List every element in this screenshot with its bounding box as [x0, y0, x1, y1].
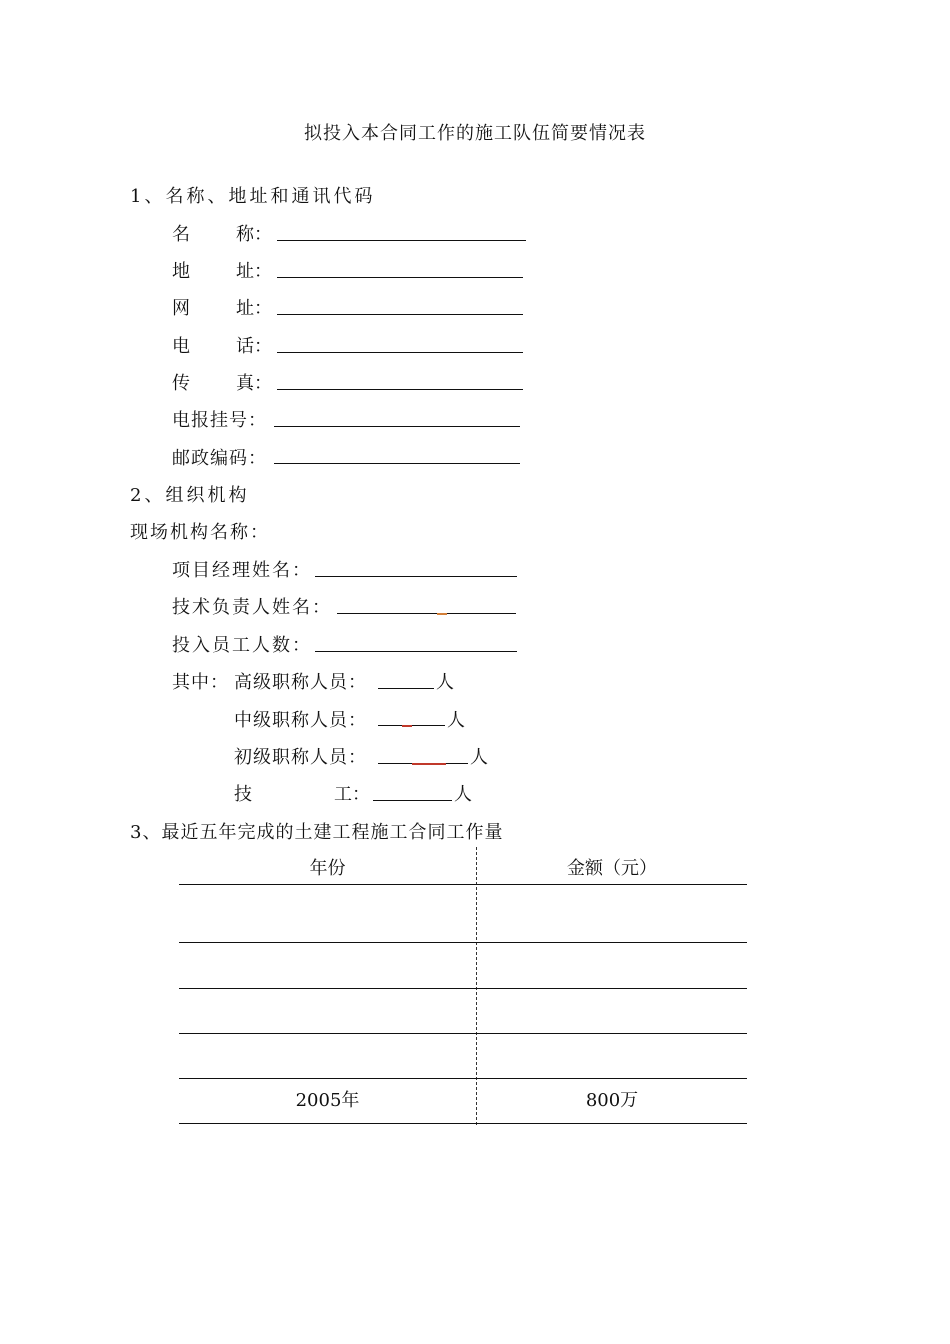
- junior-line-mark: [412, 763, 446, 765]
- pm-line[interactable]: [315, 576, 517, 577]
- staff-line[interactable]: [315, 651, 517, 652]
- table-column-divider: [476, 847, 477, 1125]
- field-fax-line[interactable]: [277, 389, 523, 390]
- site-name-label: 现场机构名称：: [130, 522, 270, 543]
- middle-label: 中级职称人员：: [234, 710, 367, 731]
- worker-label-b: 工：: [334, 784, 370, 805]
- tech-label: 技术负责人姓名：: [172, 597, 332, 618]
- middle-line-mark: [402, 725, 412, 727]
- of-which-label: 其中：: [172, 672, 229, 693]
- pm-label: 项目经理姓名：: [172, 560, 312, 581]
- column-header-amount: 金额（元）: [567, 858, 657, 879]
- worker-line[interactable]: [373, 800, 452, 801]
- table-row-rule: [179, 1033, 747, 1034]
- field-name-line[interactable]: [277, 240, 526, 241]
- field-fax-label-b: 真：: [236, 373, 272, 394]
- field-postcode-label: 邮政编码：: [172, 448, 267, 469]
- staff-label: 投入员工人数：: [172, 635, 312, 656]
- column-header-year: 年份: [309, 858, 346, 879]
- middle-unit: 人: [447, 710, 465, 731]
- tech-line[interactable]: [337, 613, 516, 614]
- table-row-rule: [179, 942, 747, 943]
- field-phone-label-a: 电: [172, 336, 190, 357]
- field-address-label-b: 址：: [236, 261, 272, 282]
- senior-unit: 人: [436, 672, 454, 693]
- field-address-line[interactable]: [277, 277, 523, 278]
- page-title: 拟投入本合同工作的施工队伍简要情况表: [304, 123, 646, 144]
- field-address-label-a: 地: [172, 261, 190, 282]
- junior-label: 初级职称人员：: [234, 747, 367, 768]
- worker-label-a: 技: [234, 784, 252, 805]
- table-row-5-year: 2005年: [295, 1090, 360, 1111]
- table-row-rule: [179, 988, 747, 989]
- table-header-rule: [179, 884, 747, 885]
- senior-line[interactable]: [378, 688, 434, 689]
- field-postcode-line[interactable]: [274, 463, 520, 464]
- field-telegram-label: 电报挂号：: [172, 410, 267, 431]
- senior-label: 高级职称人员：: [234, 672, 367, 693]
- table-row-5-amount: 800万: [585, 1090, 639, 1111]
- field-phone-line[interactable]: [277, 352, 523, 353]
- table-row-rule: [179, 1078, 747, 1079]
- field-fax-label-a: 传: [172, 373, 190, 394]
- section-3-heading: 3、最近五年完成的土建工程施工合同工作量: [130, 822, 504, 843]
- field-website-label-b: 址：: [236, 298, 272, 319]
- field-phone-label-b: 话：: [236, 336, 272, 357]
- tech-line-mark: [437, 613, 447, 615]
- workload-table: [179, 847, 747, 1125]
- field-name-label-b: 称：: [236, 224, 272, 245]
- section-2-heading: 2、组织机构: [130, 485, 250, 506]
- section-1-heading: 1、名称、地址和通讯代码: [130, 186, 376, 207]
- table-bottom-rule: [179, 1123, 747, 1124]
- field-name-label-a: 名: [172, 224, 190, 245]
- junior-unit: 人: [470, 747, 488, 768]
- field-website-label-a: 网: [172, 298, 190, 319]
- field-website-line[interactable]: [277, 314, 523, 315]
- worker-unit: 人: [454, 784, 472, 805]
- field-telegram-line[interactable]: [274, 426, 520, 427]
